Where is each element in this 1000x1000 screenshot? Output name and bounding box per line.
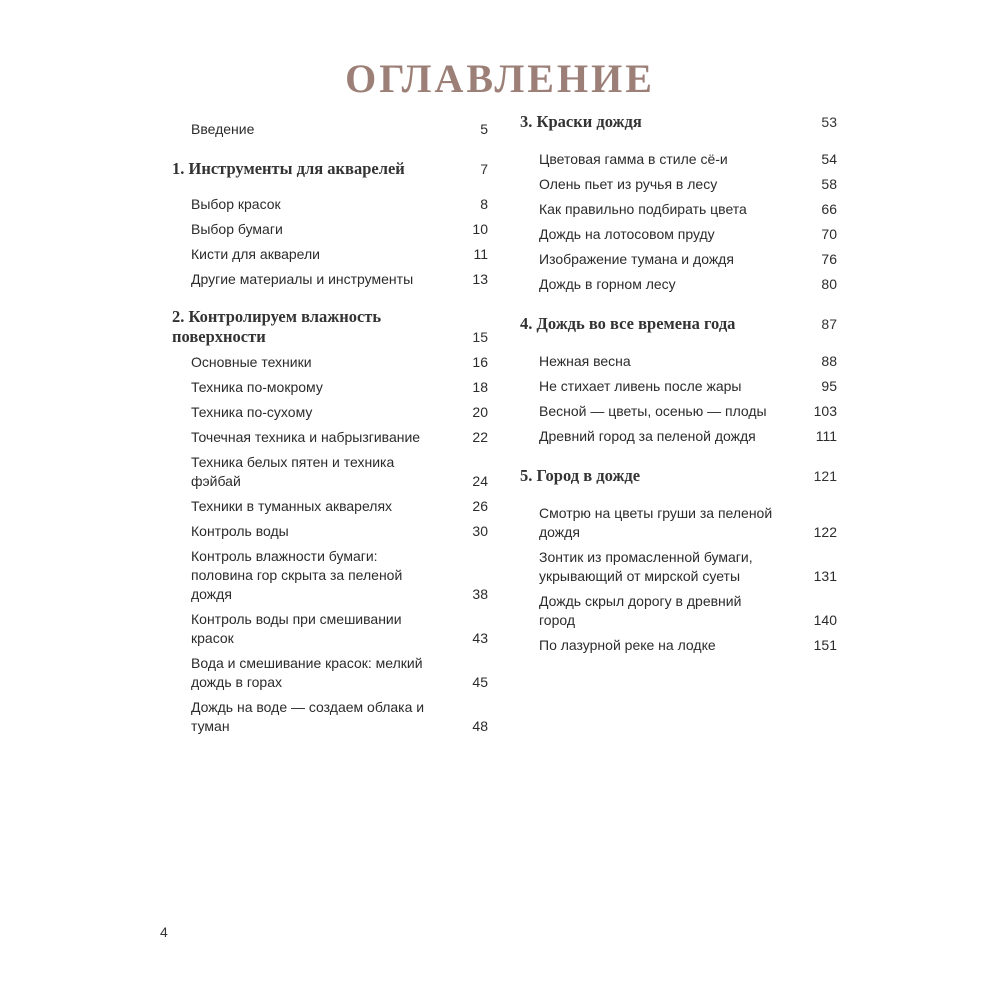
entry-page-number: 13 xyxy=(472,271,488,287)
toc-entry xyxy=(520,250,837,269)
entry-title: Техники в туманных акварелях xyxy=(191,498,393,514)
toc-entry xyxy=(520,504,837,542)
entry-title: Вода и смешивание красок: мелкий дождь в горах xyxy=(191,655,423,690)
entry-page-number: 30 xyxy=(472,523,488,539)
entry-page-number: 54 xyxy=(821,151,837,167)
toc-entry xyxy=(172,698,488,736)
entry-title: Контроль воды xyxy=(191,523,289,539)
toc-entry xyxy=(172,403,488,422)
entry-page-number: 88 xyxy=(821,353,837,369)
toc-chapter xyxy=(520,112,837,132)
chapter-page-number: 7 xyxy=(480,161,488,177)
entry-page-number: 111 xyxy=(815,428,837,444)
toc-left-column xyxy=(172,112,488,736)
toc-entry xyxy=(172,270,488,289)
entry-page-number: 11 xyxy=(473,246,488,262)
entry-page-number: 5 xyxy=(480,121,488,137)
toc-chapter xyxy=(172,159,488,179)
toc-entry xyxy=(520,636,837,655)
entry-title: По лазурной реке на лодке xyxy=(539,637,716,653)
entry-page-number: 70 xyxy=(821,226,837,242)
entry-page-number: 58 xyxy=(821,176,837,192)
entry-page-number: 140 xyxy=(813,612,837,628)
page-number: 4 xyxy=(160,924,168,940)
entry-page-number: 45 xyxy=(472,674,488,690)
entry-page-number: 76 xyxy=(821,251,837,267)
entry-title: Нежная весна xyxy=(539,353,631,369)
entry-page-number: 38 xyxy=(472,586,488,602)
entry-page-number: 10 xyxy=(472,221,488,237)
chapter-title: 1. Инструменты для акварелей xyxy=(172,159,405,178)
entry-page-number: 80 xyxy=(821,276,837,292)
entry-title: Изображение тумана и дождя xyxy=(539,251,734,267)
toc-entry xyxy=(520,275,837,294)
entry-title: Как правильно подбирать цвета xyxy=(539,201,747,217)
entry-page-number: 43 xyxy=(472,630,488,646)
toc-entry xyxy=(172,120,488,139)
entry-page-number: 20 xyxy=(472,404,488,420)
toc-chapter xyxy=(520,314,837,334)
entry-title: Дождь на лотосовом пруду xyxy=(539,226,715,242)
toc-entry xyxy=(172,497,488,516)
chapter-title: 4. Дождь во все времена года xyxy=(520,314,736,333)
chapter-page-number: 53 xyxy=(821,114,837,130)
page-title: ОГЛАВЛЕНИЕ xyxy=(345,56,655,101)
toc-entry xyxy=(172,245,488,264)
toc-entry xyxy=(520,352,837,371)
toc-entry xyxy=(172,378,488,397)
entry-title: Выбор красок xyxy=(191,196,281,212)
toc-entry xyxy=(520,175,837,194)
chapter-title: 3. Краски дождя xyxy=(520,112,642,131)
toc-entry xyxy=(520,592,837,630)
entry-page-number: 151 xyxy=(813,637,837,653)
toc-entry xyxy=(520,548,837,586)
entry-title: Цветовая гамма в стиле сё-и xyxy=(539,151,728,167)
entry-title: Древний город за пеленой дождя xyxy=(539,428,756,444)
entry-title: Техника по-мокрому xyxy=(191,379,323,395)
toc-entry xyxy=(172,353,488,372)
toc-chapter xyxy=(172,307,488,347)
entry-title: Техника белых пятен и техника фэйбай xyxy=(191,454,395,489)
entry-page-number: 95 xyxy=(821,378,837,394)
toc-entry xyxy=(520,427,837,446)
entry-title: Кисти для акварели xyxy=(191,246,320,262)
toc-right-column xyxy=(520,112,837,655)
toc-entry xyxy=(172,522,488,541)
toc-entry xyxy=(520,377,837,396)
entry-page-number: 131 xyxy=(813,568,837,584)
toc-entry xyxy=(520,150,837,169)
toc-entry xyxy=(172,610,488,648)
entry-title: Техника по-сухому xyxy=(191,404,313,420)
toc-entry xyxy=(520,402,837,421)
entry-page-number: 22 xyxy=(472,429,488,445)
entry-title: Весной — цветы, осенью — плоды xyxy=(539,403,767,419)
entry-title: Основные техники xyxy=(191,354,312,370)
entry-page-number: 103 xyxy=(813,403,837,419)
entry-page-number: 66 xyxy=(821,201,837,217)
entry-page-number: 48 xyxy=(472,718,488,734)
toc-entry xyxy=(172,428,488,447)
toc-entry xyxy=(172,220,488,239)
entry-page-number: 24 xyxy=(472,473,488,489)
entry-page-number: 18 xyxy=(472,379,488,395)
chapter-title: 5. Город в дожде xyxy=(520,466,641,485)
toc-chapter xyxy=(520,466,837,486)
entry-title: Дождь скрыл дорогу в древний город xyxy=(539,593,742,628)
entry-title: Олень пьет из ручья в лесу xyxy=(539,176,718,192)
entry-title: Дождь в горном лесу xyxy=(539,276,676,292)
entry-page-number: 16 xyxy=(472,354,488,370)
entry-page-number: 8 xyxy=(480,196,488,212)
entry-page-number: 26 xyxy=(472,498,488,514)
toc-entry xyxy=(520,200,837,219)
entry-title: Контроль воды при смешивании красок xyxy=(191,611,402,646)
entry-title: Другие материалы и инструменты xyxy=(191,271,414,287)
entry-title: Точечная техника и набрызгивание xyxy=(191,429,421,445)
toc-entry xyxy=(520,225,837,244)
entry-title: Контроль влажности бумаги: половина гор скрыта за пеленой дождя xyxy=(191,548,403,602)
chapter-page-number: 121 xyxy=(813,468,837,484)
toc-entry xyxy=(172,453,488,491)
entry-title: Зонтик из промасленной бумаги, укрывающий от мирской суеты xyxy=(539,549,753,584)
toc-entry xyxy=(172,547,488,604)
chapter-page-number: 87 xyxy=(821,316,837,332)
chapter-title: 2. Контролируем влажность поверхности xyxy=(172,307,382,346)
entry-title: Не стихает ливень после жары xyxy=(539,378,742,394)
entry-title: Дождь на воде — создаем облака и туман xyxy=(191,699,425,734)
entry-page-number: 122 xyxy=(813,524,837,540)
chapter-page-number: 15 xyxy=(472,329,488,345)
entry-title: Выбор бумаги xyxy=(191,221,283,237)
entry-title: Смотрю на цветы груши за пеленой дождя xyxy=(539,505,773,540)
toc-entry xyxy=(172,195,488,214)
entry-title: Введение xyxy=(191,121,255,137)
toc-entry xyxy=(172,654,488,692)
